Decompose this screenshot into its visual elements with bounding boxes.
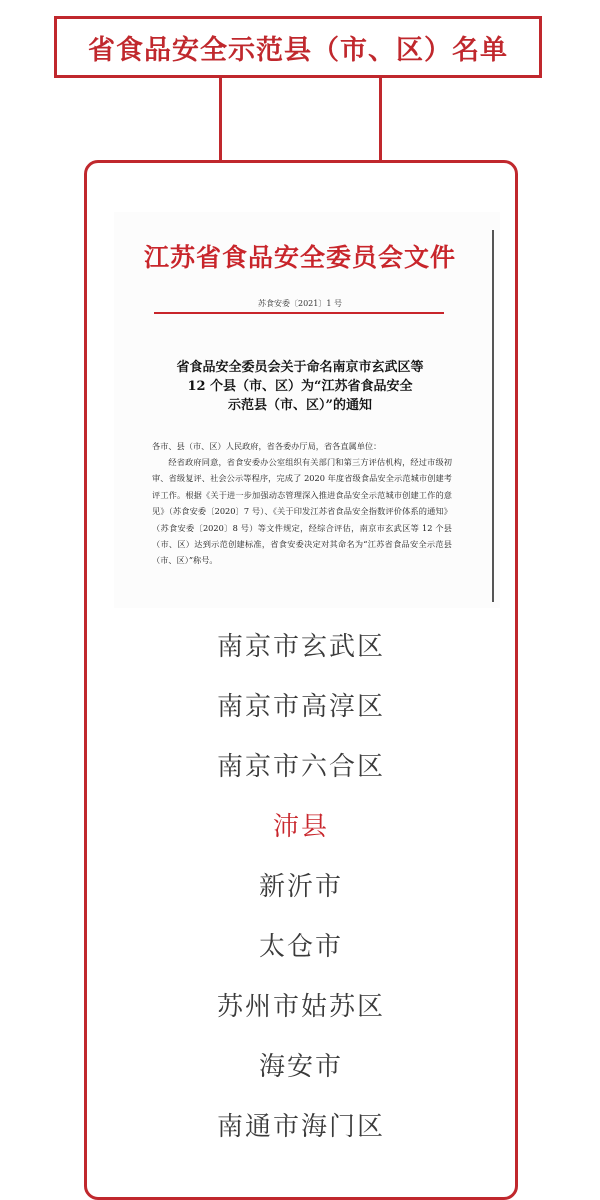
county-name: 新沂市	[258, 872, 343, 902]
document-red-rule	[154, 312, 444, 314]
county-name-highlighted: 沛县	[272, 812, 329, 842]
county-name: 海安市	[258, 1052, 343, 1082]
county-name: 太仓市	[258, 932, 343, 962]
document-body: 经省政府同意，省食安委办公室组织有关部门和第三方评估机构，经过市级初审、省级复评、社会公示等程序，完成了 2020 年度省级食品安全示范城市创建考评工作。根据《关于进一步加强动态管理深入推进食品安全示范城市创建工作的意见》（苏食安委〔2020〕7 号）、《关于印发江苏省食品安全指数评价体系的通知》（苏食安委〔2020〕8 号）等文件规定，经综合评估，南京市玄武区等 12 个县（市、区）达到示范创建标准，省食安委决定对其命名为“江苏省食品安全示范县（市、区）”称号。	[152, 457, 452, 566]
document-title-line: 示范县（市、区）”的通知	[228, 398, 372, 413]
document-number: 苏食安委〔2021〕1 号	[258, 299, 342, 308]
document-addressee: 各市、县（市、区）人民政府，省各委办厅局，省各直属单位：	[152, 441, 382, 451]
county-name-list	[84, 617, 518, 1157]
county-name: 南京市高淳区	[216, 692, 385, 722]
document-edge-line	[492, 230, 494, 602]
document-title-line: 省食品安全委员会关于命名南京市玄武区等	[176, 360, 424, 375]
document-title-line: 12 个县（市、区）为“江苏省食品安全	[187, 379, 413, 394]
county-name: 南京市玄武区	[216, 632, 385, 662]
document-title	[144, 358, 456, 415]
county-name: 南通市海门区	[216, 1112, 385, 1142]
county-name: 苏州市姑苏区	[216, 992, 385, 1022]
document-heading: 江苏省食品安全委员会文件	[143, 243, 456, 272]
document-image	[114, 212, 500, 608]
list-title-banner	[54, 16, 542, 78]
list-title: 省食品安全示范县（市、区）名单	[88, 34, 508, 66]
county-name: 南京市六合区	[216, 752, 385, 782]
